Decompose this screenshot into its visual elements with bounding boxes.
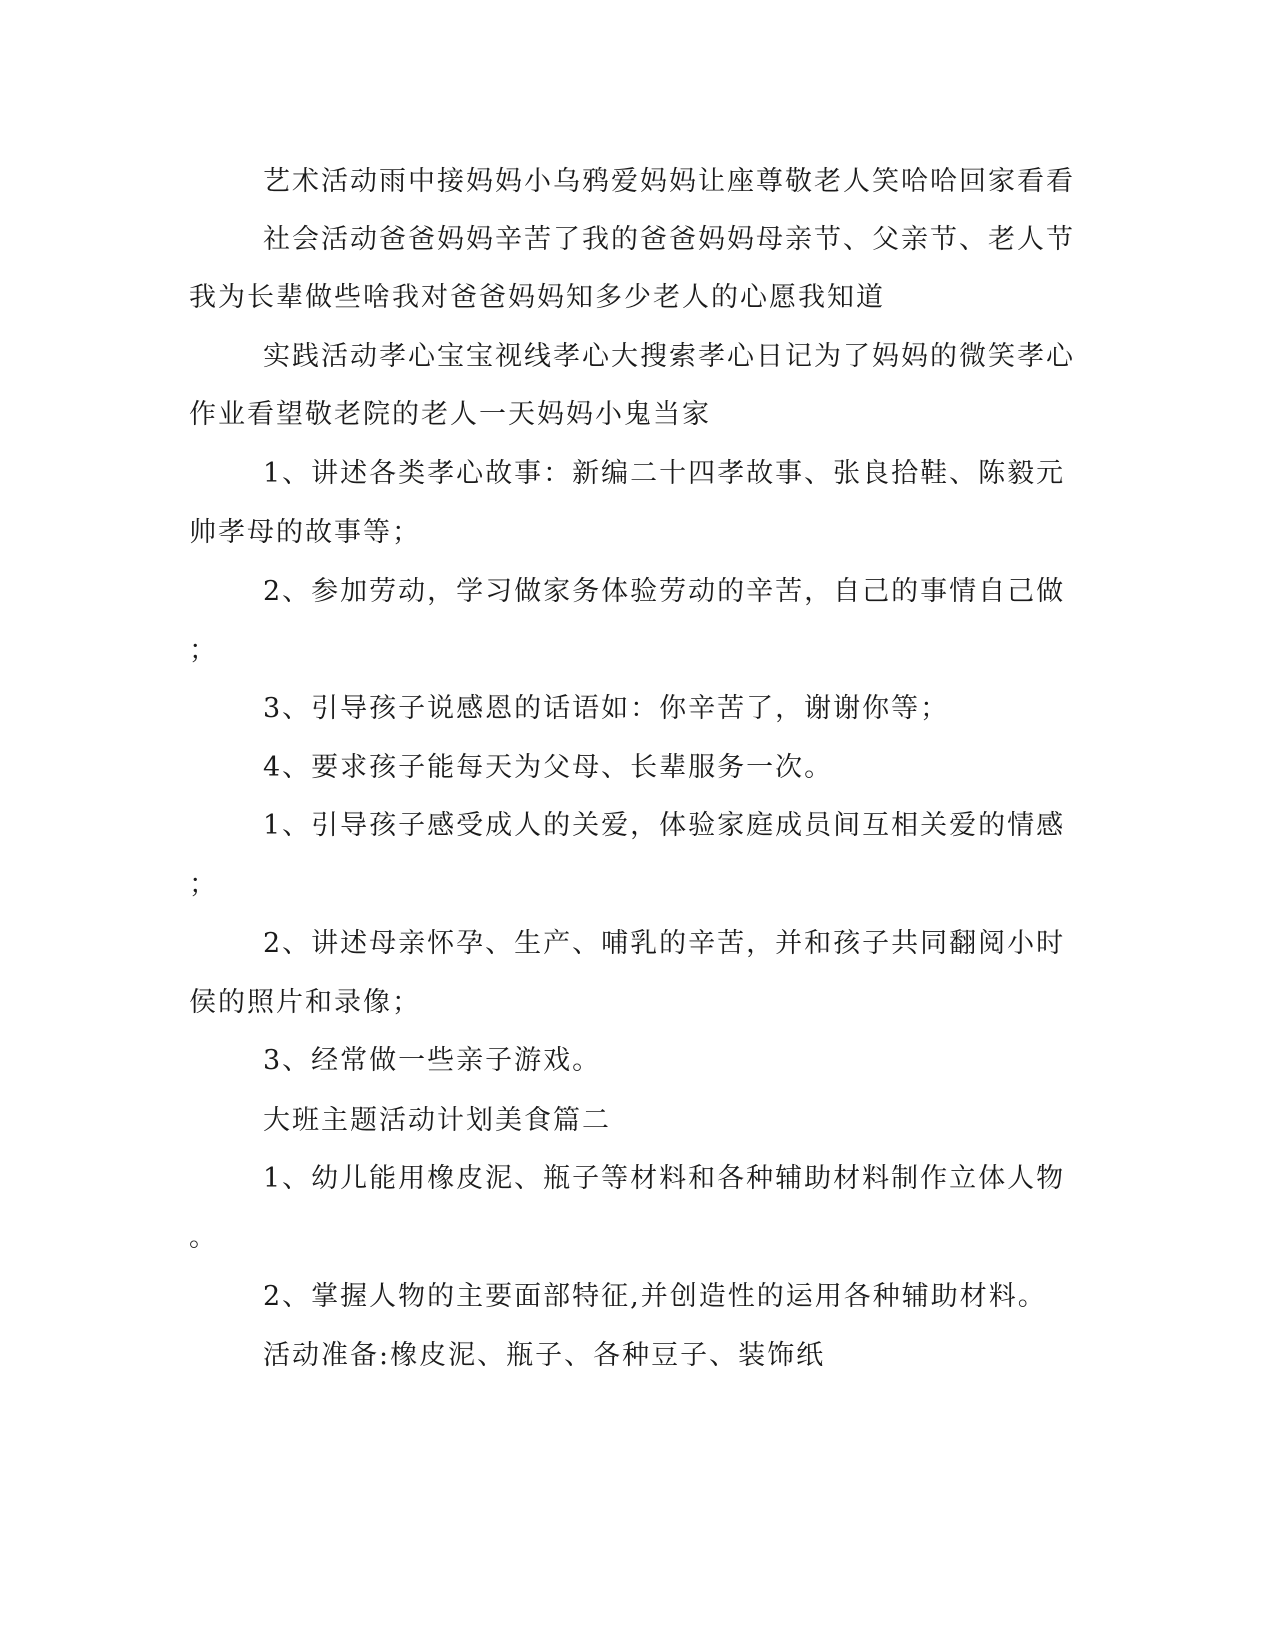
paragraph-line: ； — [189, 635, 218, 666]
paragraph-line: 3、经常做一些亲子游戏。 — [263, 1045, 602, 1076]
paragraph-line: 侯的照片和录像； — [189, 987, 421, 1018]
paragraph-line: 1、幼儿能用橡皮泥、瓶子等材料和各种辅助材料制作立体人物 — [263, 1163, 1066, 1194]
paragraph-line: 4、要求孩子能每天为父母、长辈服务一次。 — [263, 752, 834, 783]
section-heading: 大班主题活动计划美食篇二 — [263, 1105, 611, 1136]
paragraph-line: 活动准备:橡皮泥、瓶子、各种豆子、装饰纸 — [263, 1340, 826, 1371]
paragraph-line: 社会活动爸爸妈妈辛苦了我的爸爸妈妈母亲节、父亲节、老人节 — [263, 224, 1075, 255]
paragraph-line: 3、引导孩子说感恩的话语如：你辛苦了，谢谢你等； — [263, 693, 950, 724]
paragraph-line: 2、参加劳动，学习做家务体验劳动的辛苦，自己的事情自己做 — [263, 576, 1066, 607]
paragraph-line: 帅孝母的故事等； — [189, 517, 421, 548]
paragraph-line: 艺术活动雨中接妈妈小乌鸦爱妈妈让座尊敬老人笑哈哈回家看看 — [263, 166, 1075, 197]
paragraph-line: 作业看望敬老院的老人一天妈妈小鬼当家 — [189, 399, 711, 430]
paragraph-line: ； — [189, 869, 218, 900]
paragraph-line: 1、讲述各类孝心故事：新编二十四孝故事、张良拾鞋、陈毅元 — [263, 458, 1066, 489]
paragraph-line: 。 — [189, 1222, 218, 1253]
paragraph-line: 1、引导孩子感受成人的关爱，体验家庭成员间互相关爱的情感 — [263, 810, 1066, 841]
paragraph-line: 实践活动孝心宝宝视线孝心大搜索孝心日记为了妈妈的微笑孝心 — [263, 341, 1075, 372]
paragraph-line: 我为长辈做些啥我对爸爸妈妈知多少老人的心愿我知道 — [189, 282, 885, 313]
paragraph-line: 2、掌握人物的主要面部特征,并创造性的运用各种辅助材料。 — [263, 1281, 1047, 1312]
paragraph-line: 2、讲述母亲怀孕、生产、哺乳的辛苦，并和孩子共同翻阅小时 — [263, 928, 1066, 959]
